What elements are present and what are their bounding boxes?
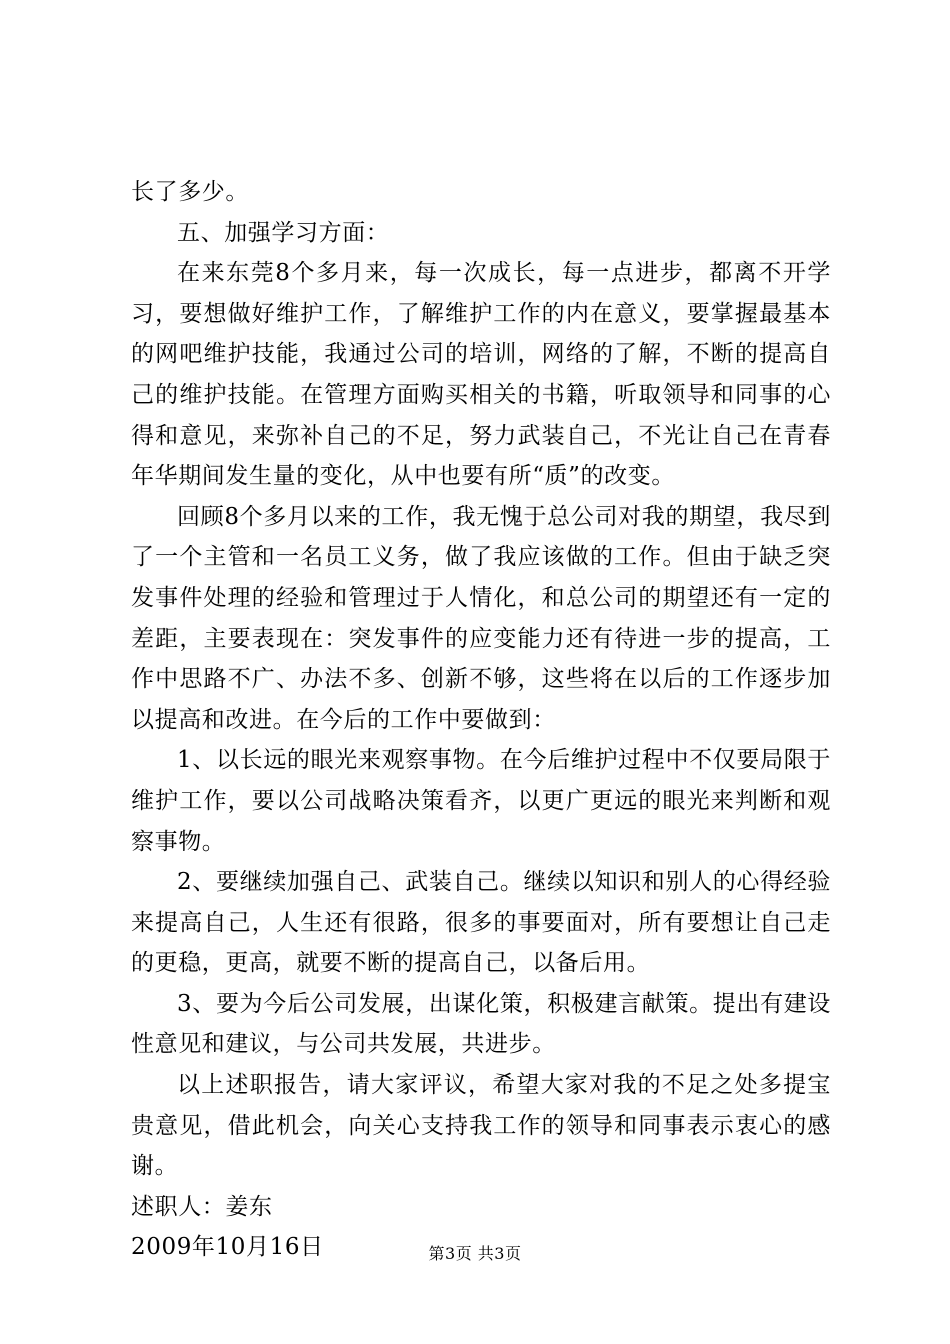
signature-line: 述职人：姜东 bbox=[131, 1193, 273, 1220]
list-item-1: 1、以长远的眼光来观察事物。在今后维护过程中不仅要局限于维护工作，要以公司战略决策看齐，以更广更远的眼光来判断和观察事物。 bbox=[131, 747, 831, 855]
list-item-2: 2、要继续加强自己、武装自己。继续以知识和别人的心得经验来提高自己，人生还有很路，很多的事要面对，所有要想让自己走的更稳，更高，就要不断的提高自己，以备后用。 bbox=[131, 869, 831, 977]
page-footer bbox=[0, 1244, 950, 1264]
paragraph-review: 回顾8个多月以来的工作，我无愧于总公司对我的期望，我尽到了一个主管和一名员工义务，做了我应该做的工作。但由于缺乏突发事件处理的经验和管理过于人情化，和总公司的期望还有一定的差距，主要表现在：突发事件的应变能力还有待进一步的提高，工作中思路不广、办法不多、创新不够，这些将在以后的工作逐步加以提高和改进。在今后的工作中要做到： bbox=[131, 503, 831, 733]
list-item-3: 3、要为今后公司发展，出谋化策，积极建言献策。提出有建设性意见和建议，与公司共发展，共进步。 bbox=[131, 990, 831, 1058]
paragraph-continuation: 长了多少。 bbox=[131, 179, 249, 205]
page-number: 第3页 共3页 bbox=[428, 1244, 522, 1263]
document-body bbox=[131, 172, 831, 1268]
section-heading-study: 五、加强学习方面： bbox=[177, 219, 390, 246]
date-line: 2009年10月16日 bbox=[131, 1234, 324, 1261]
paragraph-closing: 以上述职报告，请大家评议，希望大家对我的不足之处多提宝贵意见，借此机会，向关心支持我工作的领导和同事表示衷心的感谢。 bbox=[131, 1072, 831, 1180]
paragraph-study: 在来东莞8个多月来，每一次成长，每一点进步，都离不开学习，要想做好维护工作，了解维护工作的内在意义，要掌握最基本的网吧维护技能，我通过公司的培训，网络的了解，不断的提高自己的维护技能。在管理方面购买相关的书籍，听取领导和同事的心得和意见，来弥补自己的不足，努力武装自己，不光让自己在青春年华期间发生量的变化，从中也要有所“质”的改变。 bbox=[131, 260, 831, 490]
